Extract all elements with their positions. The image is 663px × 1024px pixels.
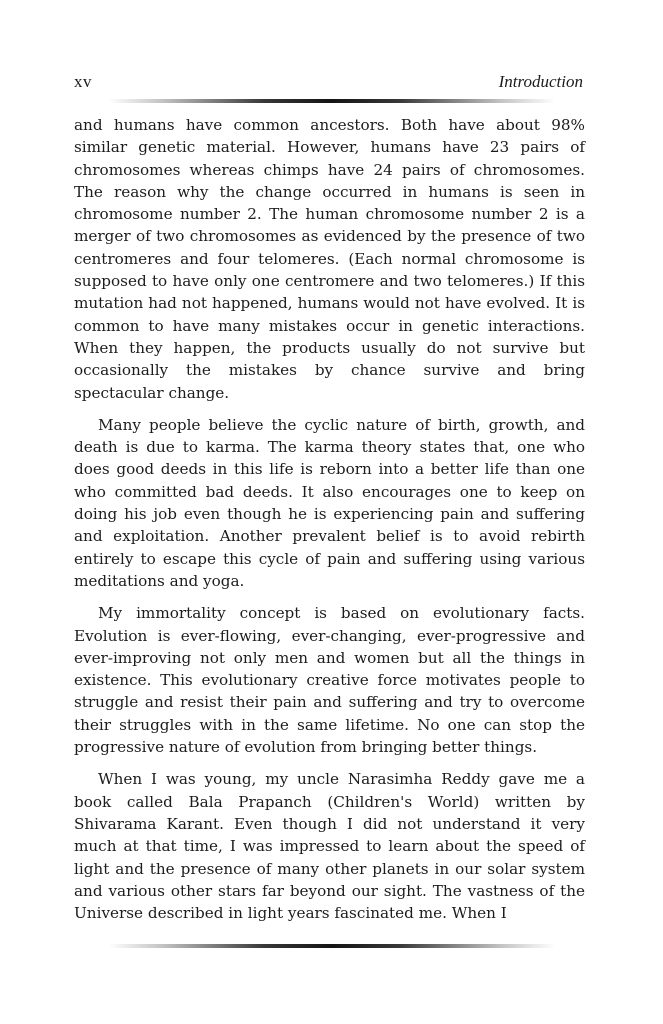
paragraph-1: and humans have common ancestors. Both have about 98% similar genetic material. However, humans have 23 pairs of chromosomes whereas chimps have 24 pairs of chromosomes. The reason why the change occurred in humans is seen in chromosome number 2. The human chromosome number 2 is a merger of two chromosomes as evidenced by the presence of two centromeres and four telomeres. (Each normal chromosome is supposed to have only one centromere and two telomeres.) If this mutation had not happened, humans would not have evolved. It is common to have many mistakes occur in genetic interactions. When they happen, the products usually do not survive but occasionally the mistakes by chance survive and bring spectacular change. bbox=[74, 116, 585, 402]
body-text bbox=[74, 114, 585, 934]
paragraph-3: My immortality concept is based on evolutionary facts. Evolution is ever-flowing, ever-changing, ever-progressive and ever-improving not only men and women but all the things in existence. This evolutionary creative force motivates people to struggle and resist their pain and suffering and try to overcome their struggles with in the same lifetime. No one can stop the progressive nature of evolution from bringing better things. bbox=[74, 604, 585, 757]
page-number: xv bbox=[74, 72, 92, 91]
running-header bbox=[74, 72, 583, 96]
running-title: Introduction bbox=[498, 72, 583, 91]
paragraph-4: When I was young, my uncle Narasimha Reddy gave me a book called Bala Prapanch (Children's World) written by Shivarama Karant. Even though I did not understand it very much at that time, I was impressed to learn about the speed of light and the presence of many other planets in our solar system and various other stars far beyond our sight. The vastness of the Universe described in light years fascinated me. When I bbox=[74, 770, 585, 923]
paragraph-2: Many people believe the cyclic nature of birth, growth, and death is due to karma. The karma theory states that, one who does good deeds in this life is reborn into a better life than one who committed bad deeds. It also encourages one to keep on doing his job even though he is experiencing pain and suffering and exploitation. Another prevalent belief is to avoid rebirth entirely to escape this cycle of pain and suffering using various meditations and yoga. bbox=[74, 415, 585, 590]
header-divider bbox=[108, 99, 555, 103]
footer-divider bbox=[108, 944, 555, 948]
